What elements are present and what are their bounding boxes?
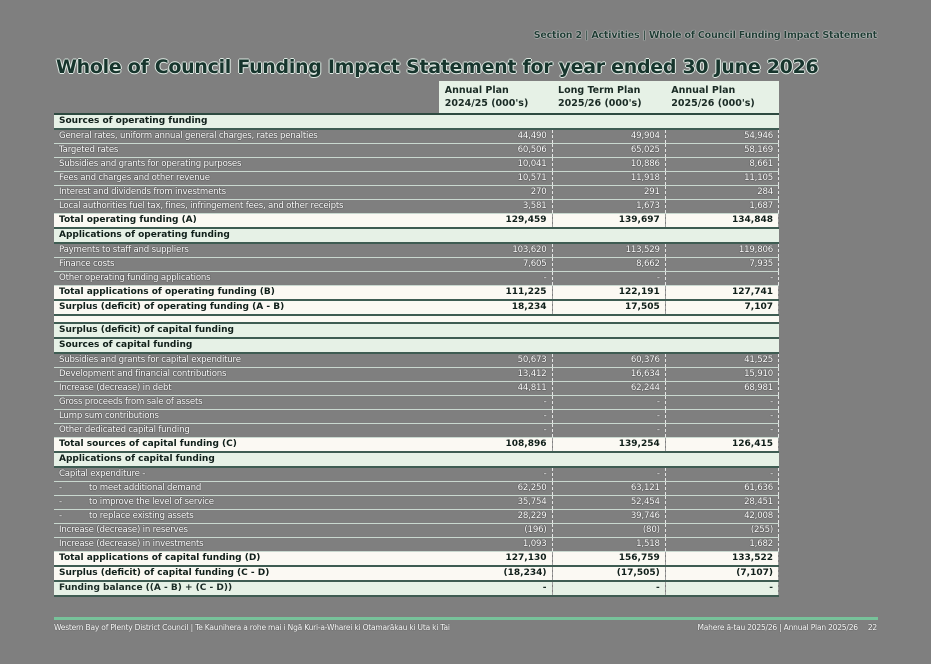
row-label	[54, 510, 439, 524]
row-label: Total operating funding (A)	[54, 214, 439, 229]
value-cell: 18,234	[439, 300, 552, 315]
row-label: Subsidies and grants for capital expenditure	[54, 353, 439, 368]
value-cell: 41,525	[665, 353, 778, 368]
value-cell: 62,250	[439, 482, 552, 496]
total-row	[54, 214, 779, 229]
value-cell: -	[552, 272, 665, 286]
value-cell: 65,025	[552, 144, 665, 158]
footer-plan-info	[698, 623, 878, 632]
table-row	[54, 200, 779, 214]
value-cell: -	[439, 581, 552, 596]
value-cell: -	[439, 410, 552, 424]
value-cell: 58,169	[665, 144, 778, 158]
column-header-annual-plan-2025	[665, 81, 778, 114]
value-cell: 127,741	[665, 286, 778, 301]
row-label: Other operating funding applications	[54, 272, 439, 286]
dash-bullet: -	[59, 511, 62, 521]
row-label: Development and financial contributions	[54, 368, 439, 382]
table-row	[54, 510, 779, 524]
column-header-line2: 2025/26 (000's)	[558, 98, 642, 109]
value-cell: 1,518	[552, 538, 665, 552]
value-cell: 11,105	[665, 172, 778, 186]
row-label: Applications of operating funding	[54, 228, 779, 243]
page-title: Whole of Council Funding Impact Statement for year ended 30 June 2026	[56, 56, 819, 78]
value-cell: -	[439, 396, 552, 410]
row-label	[54, 496, 439, 510]
value-cell: -	[665, 424, 778, 438]
value-cell: 127,130	[439, 552, 552, 567]
value-cell: 44,490	[439, 129, 552, 144]
value-cell: 1,093	[439, 538, 552, 552]
row-label: Gross proceeds from sale of assets	[54, 396, 439, 410]
value-cell: 134,848	[665, 214, 778, 229]
total-row	[54, 552, 779, 567]
value-cell: 156,759	[552, 552, 665, 567]
value-cell: -	[439, 424, 552, 438]
table-row	[54, 538, 779, 552]
value-cell: -	[439, 467, 552, 482]
row-label	[54, 482, 439, 496]
row-label: Total applications of capital funding (D)	[54, 552, 439, 567]
table-row	[54, 424, 779, 438]
value-cell: 8,661	[665, 158, 778, 172]
value-cell: 122,191	[552, 286, 665, 301]
value-cell: (7,107)	[665, 566, 778, 581]
header-blank-cell	[54, 81, 439, 114]
value-cell: 13,412	[439, 368, 552, 382]
dash-bullet: -	[59, 497, 62, 507]
value-cell: 54,946	[665, 129, 778, 144]
value-cell: 49,904	[552, 129, 665, 144]
row-label: Total sources of capital funding (C)	[54, 438, 439, 453]
value-cell: 10,571	[439, 172, 552, 186]
table-row	[54, 496, 779, 510]
row-label: Lump sum contributions	[54, 410, 439, 424]
value-cell: 7,935	[665, 258, 778, 272]
row-label: Sources of operating funding	[54, 114, 779, 129]
value-cell: 60,506	[439, 144, 552, 158]
row-label: Funding balance ((A - B) + (C - D))	[54, 581, 439, 596]
footer-divider	[54, 617, 878, 620]
value-cell: 11,918	[552, 172, 665, 186]
value-cell: -	[665, 396, 778, 410]
value-cell: (196)	[439, 524, 552, 538]
total-row	[54, 300, 779, 315]
value-cell: 3,581	[439, 200, 552, 214]
value-cell: 291	[552, 186, 665, 200]
table-row	[54, 410, 779, 424]
page-number: 22	[867, 623, 877, 632]
row-label-text: to meet additional demand	[89, 483, 202, 493]
row-label-text: to replace existing assets	[89, 511, 194, 521]
table-row	[54, 186, 779, 200]
value-cell: 103,620	[439, 243, 552, 258]
table-row	[54, 368, 779, 382]
value-cell: -	[439, 272, 552, 286]
row-label: Other dedicated capital funding	[54, 424, 439, 438]
row-label: Local authorities fuel tax, fines, infringement fees, and other receipts	[54, 200, 439, 214]
value-cell: (17,505)	[552, 566, 665, 581]
value-cell: 39,746	[552, 510, 665, 524]
table-row	[54, 482, 779, 496]
total-row	[54, 566, 779, 581]
total-row	[54, 286, 779, 301]
table-row	[54, 382, 779, 396]
row-label: Surplus (deficit) of capital funding	[54, 323, 779, 338]
row-label: Increase (decrease) in investments	[54, 538, 439, 552]
value-cell: 108,896	[439, 438, 552, 453]
table-row	[54, 272, 779, 286]
row-label-text: to improve the level of service	[89, 497, 214, 507]
value-cell: 1,682	[665, 538, 778, 552]
value-cell: -	[552, 424, 665, 438]
value-cell: 28,229	[439, 510, 552, 524]
row-label: Finance costs	[54, 258, 439, 272]
funding-impact-table	[54, 81, 779, 597]
value-cell: -	[665, 410, 778, 424]
value-cell: 8,662	[552, 258, 665, 272]
value-cell: 1,673	[552, 200, 665, 214]
value-cell: 139,697	[552, 214, 665, 229]
value-cell: -	[665, 272, 778, 286]
value-cell: 15,910	[665, 368, 778, 382]
row-label: Surplus (deficit) of capital funding (C - D)	[54, 566, 439, 581]
table-row	[54, 353, 779, 368]
row-label: Total applications of operating funding (B)	[54, 286, 439, 301]
value-cell: (18,234)	[439, 566, 552, 581]
section-header-row	[54, 114, 779, 129]
column-header-line1: Annual Plan	[671, 85, 736, 96]
spacer-row	[54, 315, 779, 323]
row-label: Subsidies and grants for operating purposes	[54, 158, 439, 172]
table-row	[54, 524, 779, 538]
footer-plan-title: Mahere ā-tau 2025/26 | Annual Plan 2025/26	[697, 623, 858, 632]
section-header-row	[54, 338, 779, 353]
value-cell: -	[665, 581, 778, 596]
value-cell: 119,806	[665, 243, 778, 258]
total-row	[54, 438, 779, 453]
row-label: Increase (decrease) in reserves	[54, 524, 439, 538]
value-cell: (80)	[552, 524, 665, 538]
value-cell: -	[552, 410, 665, 424]
column-header-line1: Annual Plan	[444, 85, 509, 96]
table-row	[54, 467, 779, 482]
table-row	[54, 243, 779, 258]
column-header-annual-plan-2024	[439, 81, 552, 114]
row-label: Applications of capital funding	[54, 452, 779, 467]
value-cell: (255)	[665, 524, 778, 538]
value-cell: 126,415	[665, 438, 778, 453]
value-cell: 284	[665, 186, 778, 200]
breadcrumb: Section 2 | Activities | Whole of Council Funding Impact Statement	[533, 30, 877, 41]
table-row	[54, 172, 779, 186]
value-cell: 7,107	[665, 300, 778, 315]
value-cell: 129,459	[439, 214, 552, 229]
value-cell: 1,687	[665, 200, 778, 214]
row-label: General rates, uniform annual general charges, rates penalties	[54, 129, 439, 144]
value-cell: 61,636	[665, 482, 778, 496]
column-header-ltp-2025	[552, 81, 665, 114]
footer-council-name: Western Bay of Plenty District Council | Te Kaunihera a rohe mai i Ngā Kuri-a-Wharei ki Otamarākau ki Uta ki Tai	[54, 623, 450, 632]
dash-bullet: -	[59, 483, 62, 493]
value-cell: 35,754	[439, 496, 552, 510]
value-cell: 28,451	[665, 496, 778, 510]
value-cell: -	[552, 467, 665, 482]
value-cell: 62,244	[552, 382, 665, 396]
value-cell: 16,634	[552, 368, 665, 382]
value-cell: 44,811	[439, 382, 552, 396]
value-cell: 113,529	[552, 243, 665, 258]
table-row	[54, 258, 779, 272]
column-header-line1: Long Term Plan	[558, 85, 641, 96]
value-cell: 63,121	[552, 482, 665, 496]
value-cell: 139,254	[552, 438, 665, 453]
table-header-row	[54, 81, 779, 114]
value-cell: 52,454	[552, 496, 665, 510]
section-header-row	[54, 323, 779, 338]
section-header-row	[54, 228, 779, 243]
row-label: Increase (decrease) in debt	[54, 382, 439, 396]
value-cell: 10,041	[439, 158, 552, 172]
spacer-cell	[54, 315, 779, 323]
value-cell: 50,673	[439, 353, 552, 368]
table-body	[54, 114, 779, 596]
value-cell: 7,605	[439, 258, 552, 272]
table-row	[54, 158, 779, 172]
value-cell: 17,505	[552, 300, 665, 315]
value-cell: -	[552, 581, 665, 596]
value-cell: 111,225	[439, 286, 552, 301]
value-cell: 68,981	[665, 382, 778, 396]
value-cell: 60,376	[552, 353, 665, 368]
value-cell: 133,522	[665, 552, 778, 567]
row-label: Capital expenditure -	[54, 467, 439, 482]
row-label: Payments to staff and suppliers	[54, 243, 439, 258]
funding-balance-row	[54, 581, 779, 596]
row-label: Targeted rates	[54, 144, 439, 158]
value-cell: -	[665, 467, 778, 482]
row-label: Sources of capital funding	[54, 338, 779, 353]
value-cell: 10,886	[552, 158, 665, 172]
value-cell: 270	[439, 186, 552, 200]
row-label: Fees and charges and other revenue	[54, 172, 439, 186]
table-row	[54, 129, 779, 144]
value-cell: 42,008	[665, 510, 778, 524]
column-header-line2: 2024/25 (000's)	[444, 98, 529, 109]
section-header-row	[54, 452, 779, 467]
row-label: Interest and dividends from investments	[54, 186, 439, 200]
row-label: Surplus (deficit) of operating funding (A - B)	[54, 300, 439, 315]
table-row	[54, 396, 779, 410]
column-header-line2: 2025/26 (000's)	[671, 98, 755, 109]
table-row	[54, 144, 779, 158]
value-cell: -	[552, 396, 665, 410]
